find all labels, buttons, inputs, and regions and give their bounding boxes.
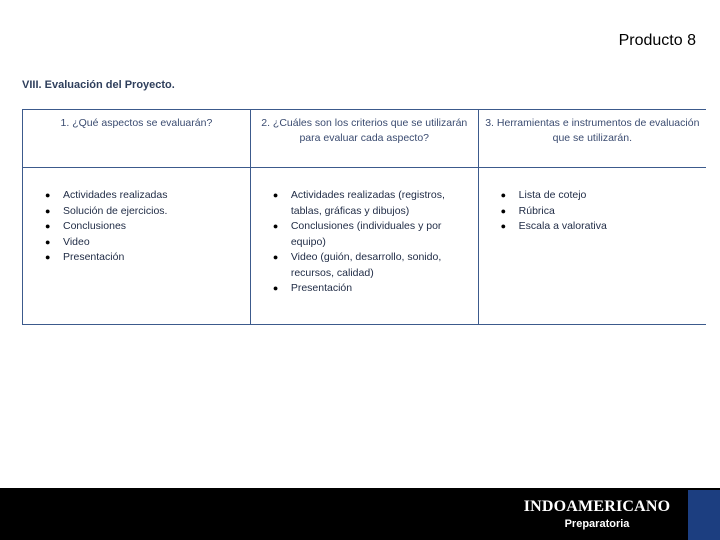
bullet-icon: ●	[500, 205, 507, 216]
list-item: ● Video (guión, desarrollo, sonido, recursos, calidad)	[272, 251, 442, 279]
list-item: ● Actividades realizadas (registros, tablas, gráficas y dibujos)	[272, 189, 445, 217]
list-item: ● Video	[45, 235, 244, 251]
bullet-icon: ●	[45, 190, 51, 200]
list-item: ● Conclusiones (individuales y por equipo)	[272, 220, 442, 248]
logo-subtitle: Preparatoria	[564, 518, 630, 530]
bullet-icon: ●	[45, 252, 51, 262]
evaluation-table	[22, 109, 706, 325]
bullet-icon: ●	[272, 252, 279, 262]
header-criteria: 2. ¿Cuáles son los criterios que se utilizarán para evaluar cada aspecto?	[250, 110, 478, 168]
aspects-cell	[23, 168, 251, 325]
list-item: ● Rúbrica	[501, 204, 700, 220]
section-heading: VIII. Evaluación del Proyecto.	[22, 79, 175, 91]
list-item: ● Presentación	[273, 281, 472, 297]
logo-wordmark: INDOAMERICANO	[523, 498, 671, 515]
list-item: ● Lista de cotejo	[501, 188, 700, 204]
indoamericano-logo	[522, 498, 672, 530]
list-item: ● Actividades realizadas	[45, 188, 244, 204]
tools-list	[479, 168, 706, 235]
header-tools: 3. Herramientas e instrumentos de evaluación que se utilizarán.	[478, 110, 706, 168]
table-row	[23, 168, 707, 325]
criteria-list	[251, 168, 478, 297]
list-item: ● Conclusiones	[45, 219, 244, 235]
bullet-icon: ●	[500, 221, 507, 231]
bullet-icon: ●	[272, 190, 279, 200]
bullet-icon: ●	[45, 236, 51, 247]
header-aspects: 1. ¿Qué aspectos se evaluarán?	[23, 110, 251, 168]
tools-cell	[478, 168, 706, 325]
aspects-list	[23, 168, 250, 266]
list-item: ● Solución de ejercicios.	[45, 204, 244, 220]
footer-accent	[688, 490, 720, 540]
bullet-icon: ●	[45, 205, 51, 216]
list-item: ● Escala a valorativa	[501, 219, 700, 235]
list-item: ● Presentación	[45, 250, 244, 266]
bullet-icon: ●	[500, 190, 507, 200]
bullet-icon: ●	[272, 283, 279, 293]
bullet-icon: ●	[45, 221, 51, 231]
criteria-cell	[250, 168, 478, 325]
table-header-row	[23, 110, 707, 168]
slide-title: Producto 8	[618, 32, 696, 49]
bullet-icon: ●	[272, 221, 279, 231]
